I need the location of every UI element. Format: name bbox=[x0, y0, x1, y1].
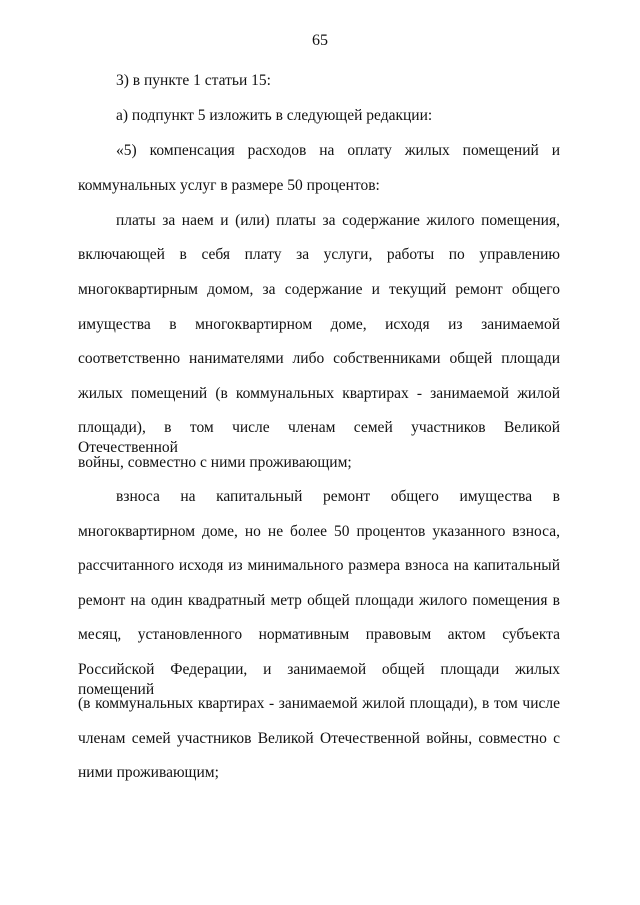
text-line: членам семей участников Великой Отечественной войны, совместно с bbox=[78, 730, 560, 747]
text-line: ремонт на один квадратный метр общей площади жилого помещения в bbox=[78, 592, 560, 609]
text-line: включающей в себя плату за услуги, работы по управлению bbox=[78, 246, 560, 263]
text-line: площади), в том числе членам семей участников Великой Отечественной bbox=[78, 419, 560, 456]
text-line: соответственно нанимателями либо собственниками общей площади bbox=[78, 350, 560, 367]
text-line: платы за наем и (или) платы за содержание жилого помещения, bbox=[116, 212, 560, 229]
text-line: коммунальных услуг в размере 50 процентов: bbox=[78, 177, 380, 194]
text-line: многоквартирном доме, но не более 50 процентов указанного взноса, bbox=[78, 523, 560, 540]
text-line: ними проживающим; bbox=[78, 764, 219, 781]
text-line: 3) в пункте 1 статьи 15: bbox=[116, 72, 271, 89]
text-line: «5) компенсация расходов на оплату жилых помещений и bbox=[116, 142, 560, 159]
text-line: многоквартирным домом, за содержание и текущий ремонт общего bbox=[78, 281, 560, 298]
text-line: войны, совместно с ними проживающим; bbox=[78, 454, 352, 471]
text-line: жилых помещений (в коммунальных квартирах - занимаемой жилой bbox=[78, 385, 560, 402]
page-number: 65 bbox=[312, 32, 328, 49]
text-line: месяц, установленного нормативным правовым актом субъекта bbox=[78, 626, 560, 643]
text-line: рассчитанного исходя из минимального размера взноса на капитальный bbox=[78, 557, 560, 574]
text-line: а) подпункт 5 изложить в следующей редакции: bbox=[116, 107, 433, 124]
text-line: имущества в многоквартирном доме, исходя из занимаемой bbox=[78, 316, 560, 333]
text-line: Российской Федерации, и занимаемой общей площади жилых помещений bbox=[78, 661, 560, 698]
text-line: взноса на капитальный ремонт общего имущества в bbox=[116, 488, 560, 505]
text-line: (в коммунальных квартирах - занимаемой жилой площади), в том числе bbox=[78, 695, 560, 712]
